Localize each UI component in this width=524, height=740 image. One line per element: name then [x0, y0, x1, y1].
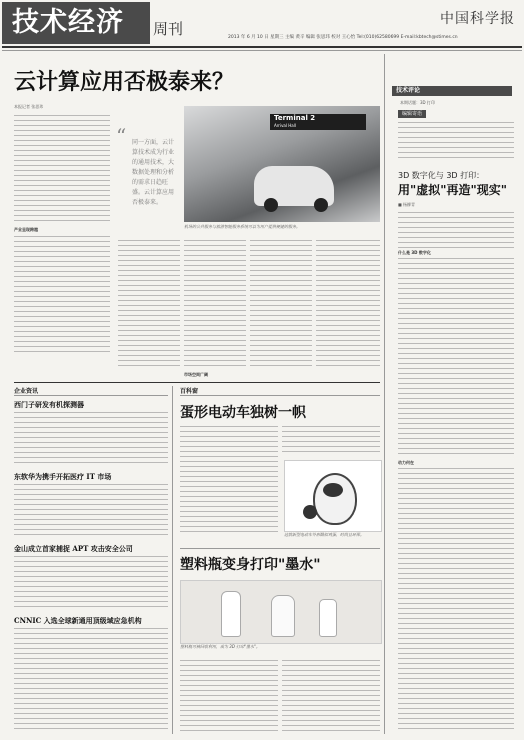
lead-subhead-1: 产业呈现跨越	[14, 227, 38, 232]
egg-car-caption: 这款新型电动车外形酷似鸡蛋，时尚且环保。	[284, 532, 364, 537]
brief-title-4: CNNIC 入选全球新通用顶级域应急机构	[14, 616, 142, 625]
egg-car-headline: 蛋形电动车独树一帜	[180, 405, 306, 421]
briefs-section-label: 企业资讯	[14, 388, 39, 395]
sidebar-column-label: 技术评论	[392, 86, 512, 96]
features-section-label: 百科窗	[180, 388, 199, 395]
sidebar-section-1: 什么是 3D 数字化	[398, 250, 431, 255]
issue-info: 2013 年 6 月 10 日 星期三 主编 黄辛 编辑 张思玮 校对 王心怡 Tel:(010)62580699 E-mail:kbtech@stimes.cn	[228, 35, 458, 40]
brief-body-2	[14, 484, 168, 538]
lead-body-col2	[118, 240, 180, 370]
terminal-sign-sub: Arrival Hall	[274, 123, 296, 128]
bottle-body-2	[282, 660, 380, 732]
briefs-right-divider	[172, 386, 173, 734]
brief-body-4	[14, 628, 168, 732]
features-label-rule	[180, 395, 380, 396]
sidebar-author-note: 本期话题：3D 打印	[400, 100, 435, 105]
sidebar-body-3	[398, 468, 514, 732]
sidebar-body-1	[398, 212, 514, 248]
sidebar-editor-label: 编辑寄语	[398, 110, 426, 118]
bottle-3	[319, 599, 337, 637]
paper-name: 中国科学报	[440, 11, 515, 27]
features-mid-rule	[180, 548, 380, 549]
egg-car-window	[323, 483, 343, 497]
bottle-body-1	[180, 660, 278, 732]
sidebar-byline: ■ 杨柳青	[398, 202, 416, 207]
egg-car-body-shape	[313, 473, 357, 525]
lead-body-col1	[14, 115, 110, 225]
egg-car-body-1	[180, 426, 278, 536]
car-wheel-front	[264, 198, 278, 212]
brief-body-1	[14, 412, 168, 466]
lead-photo	[184, 106, 380, 222]
lead-body-col1b	[14, 236, 110, 356]
sidebar-section-2: 动力何在	[398, 460, 414, 465]
lead-headline: 云计算应用否极泰来？	[14, 69, 235, 95]
lead-bottom-rule	[14, 382, 380, 383]
terminal-sign	[270, 114, 366, 130]
brief-title-1: 西门子研发有机探测器	[14, 400, 84, 409]
car-wheel-rear	[314, 198, 328, 212]
sidebar-editor-note	[398, 122, 514, 162]
terminal-sign-text: Terminal 2	[274, 114, 316, 122]
sidebar-subhead: 3D 数字化与 3D 打印：	[398, 171, 485, 180]
lead-body-col3	[184, 240, 246, 370]
lead-subhead-2: 市场空间广阔	[184, 372, 208, 377]
brief-title-2: 东软华为携手开拓医疗 IT 市场	[14, 472, 112, 481]
egg-car-wheel-icon	[303, 505, 317, 519]
brief-body-3	[14, 556, 168, 610]
egg-car-photo	[284, 460, 382, 532]
masthead-hairline	[2, 50, 522, 51]
sidebar-body-2	[398, 258, 514, 458]
section-title: 技术经济	[12, 7, 124, 38]
bottle-headline: 塑料瓶变身打印"墨水"	[180, 557, 321, 573]
bottle-caption: 塑料瓶可被回收利用，成为 3D 打印"墨水"。	[180, 644, 260, 649]
sidebar-title: 用"虚拟"再造"现实"	[398, 183, 508, 197]
weekly-label: 周刊	[153, 20, 184, 38]
bottle-1	[221, 591, 241, 637]
lead-body-col4	[250, 240, 312, 370]
lead-body-col5	[316, 240, 380, 370]
lead-byline: 本报记者 张思玮	[14, 104, 44, 109]
egg-car-body-2	[282, 426, 380, 456]
lead-photo-caption: 机场的公共服务与旅游智能服务系统可以为用户提供便捷的服务。	[184, 224, 300, 229]
sidebar-divider	[384, 54, 385, 734]
brief-title-3: 金山成立首家捕捉 APT 攻击安全公司	[14, 544, 133, 553]
lead-pull-quote: 同一方面，云计算技术成为行业的通用技术，大数据处理和分析的需求日趋旺盛。云计算应用否极泰来。	[132, 139, 175, 206]
quote-mark: “	[116, 124, 127, 148]
briefs-label-rule	[14, 395, 168, 396]
bottle-2	[271, 595, 295, 637]
masthead-rule	[2, 46, 522, 48]
bottle-photo	[180, 580, 382, 644]
